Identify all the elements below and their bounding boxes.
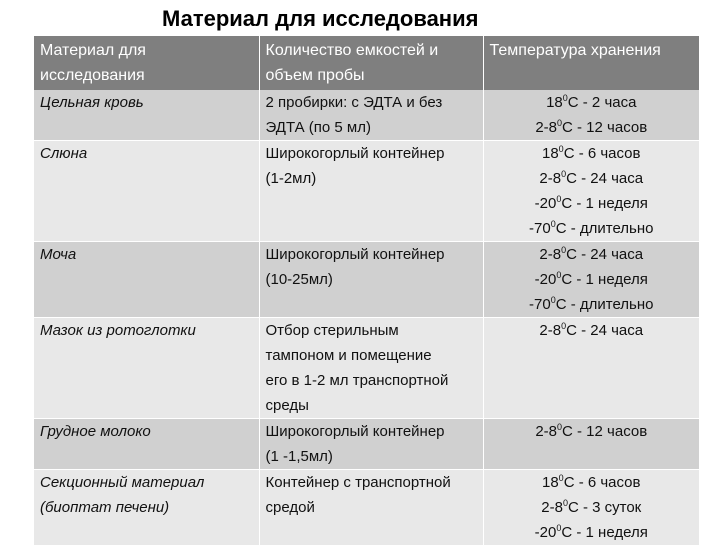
temperature-text: $-20^0С - 1$ неделя — [534, 270, 648, 288]
table-row — [34, 419, 699, 470]
quantity-cell — [259, 141, 483, 242]
quantity-text: его в 1-2 мл транспортной — [265, 372, 449, 389]
header-quantity — [259, 36, 483, 90]
table-row — [34, 242, 699, 318]
material-text: Секционный материал — [40, 474, 205, 491]
quantity-cell — [259, 242, 483, 318]
quantity-text: тампоном и помещение — [265, 347, 432, 364]
temperature-text: $18^0С - 6$ часов — [541, 144, 641, 162]
quantity-text: Контейнер с транспортной — [265, 474, 451, 491]
material-text: Цельная кровь — [40, 94, 144, 111]
quantity-text: (1-2мл) — [265, 170, 317, 187]
material-text: Мазок из ротоглотки — [40, 322, 196, 339]
temperature-cell — [483, 141, 699, 242]
quantity-text: Широкогорлый контейнер — [265, 423, 445, 440]
quantity-text: Широкогорлый контейнер — [265, 246, 445, 263]
quantity-text: Широкогорлый контейнер — [265, 145, 445, 162]
material-cell — [34, 141, 259, 242]
quantity-text: Отбор стерильным — [265, 322, 399, 339]
temperature-text: $-70^0С$ - длительно — [529, 219, 654, 237]
quantity-cell — [259, 419, 483, 470]
table-row — [34, 318, 699, 419]
temperature-cell — [483, 419, 699, 470]
header-material — [34, 36, 259, 90]
material-cell — [34, 90, 259, 141]
quantity-cell — [259, 318, 483, 419]
temperature-text: $2-8^0С - 12$ часов — [535, 118, 648, 136]
quantity-text: (10-25мл) — [265, 271, 333, 288]
temperature-text: $-20^0С - 1$ неделя — [534, 523, 648, 541]
page-title: Материал для исследования — [162, 6, 479, 31]
material-text: Слюна — [40, 145, 88, 162]
temperature-cell — [483, 90, 699, 141]
header-material-line-1: Материал для — [40, 42, 146, 59]
table-row — [34, 141, 699, 242]
material-text: (биоптат печени) — [40, 499, 170, 516]
temperature-text: $18^0С - 2$ часа — [546, 93, 637, 111]
quantity-text: среды — [265, 397, 309, 414]
header-temperature: Температура хранения — [483, 36, 699, 90]
header-quantity-line-1: Количество емкостей и — [265, 42, 439, 59]
storage-table — [34, 36, 699, 546]
material-text: Моча — [40, 246, 77, 263]
material-cell — [34, 419, 259, 470]
header-material-line-2: исследования — [40, 67, 145, 84]
temperature-text: $2-8^0С - 12$ часов — [535, 422, 648, 440]
quantity-text: средой — [265, 499, 315, 516]
header-quantity-line-2: объем пробы — [265, 67, 365, 84]
temperature-cell — [483, 318, 699, 419]
table-row — [34, 90, 699, 141]
temperature-text: $-20^0С - 1$ неделя — [534, 194, 648, 212]
temperature-text: $2-8^0С - 24$ часа — [539, 169, 644, 187]
temperature-text: $18^0С - 6$ часов — [541, 473, 641, 491]
temperature-text: $2-8^0С - 24$ часа — [539, 245, 644, 263]
quantity-text: ЭДТА (по 5 мл) — [265, 119, 371, 136]
material-text: Грудное молоко — [40, 423, 151, 440]
material-cell — [34, 318, 259, 419]
material-cell — [34, 470, 259, 546]
quantity-cell — [259, 90, 483, 141]
quantity-text: 2 пробирки: с ЭДТА и без — [265, 94, 443, 111]
quantity-cell — [259, 470, 483, 546]
material-cell — [34, 242, 259, 318]
temperature-text: $2-8^0С - 3$ суток — [541, 498, 642, 516]
table-header-row — [34, 36, 699, 90]
temperature-text: $2-8^0С - 24$ часа — [539, 321, 644, 339]
temperature-text: $-70^0С$ - длительно — [529, 295, 654, 313]
table-row — [34, 470, 699, 546]
temperature-cell — [483, 242, 699, 318]
quantity-text: (1 -1,5мл) — [265, 448, 333, 465]
temperature-cell — [483, 470, 699, 546]
